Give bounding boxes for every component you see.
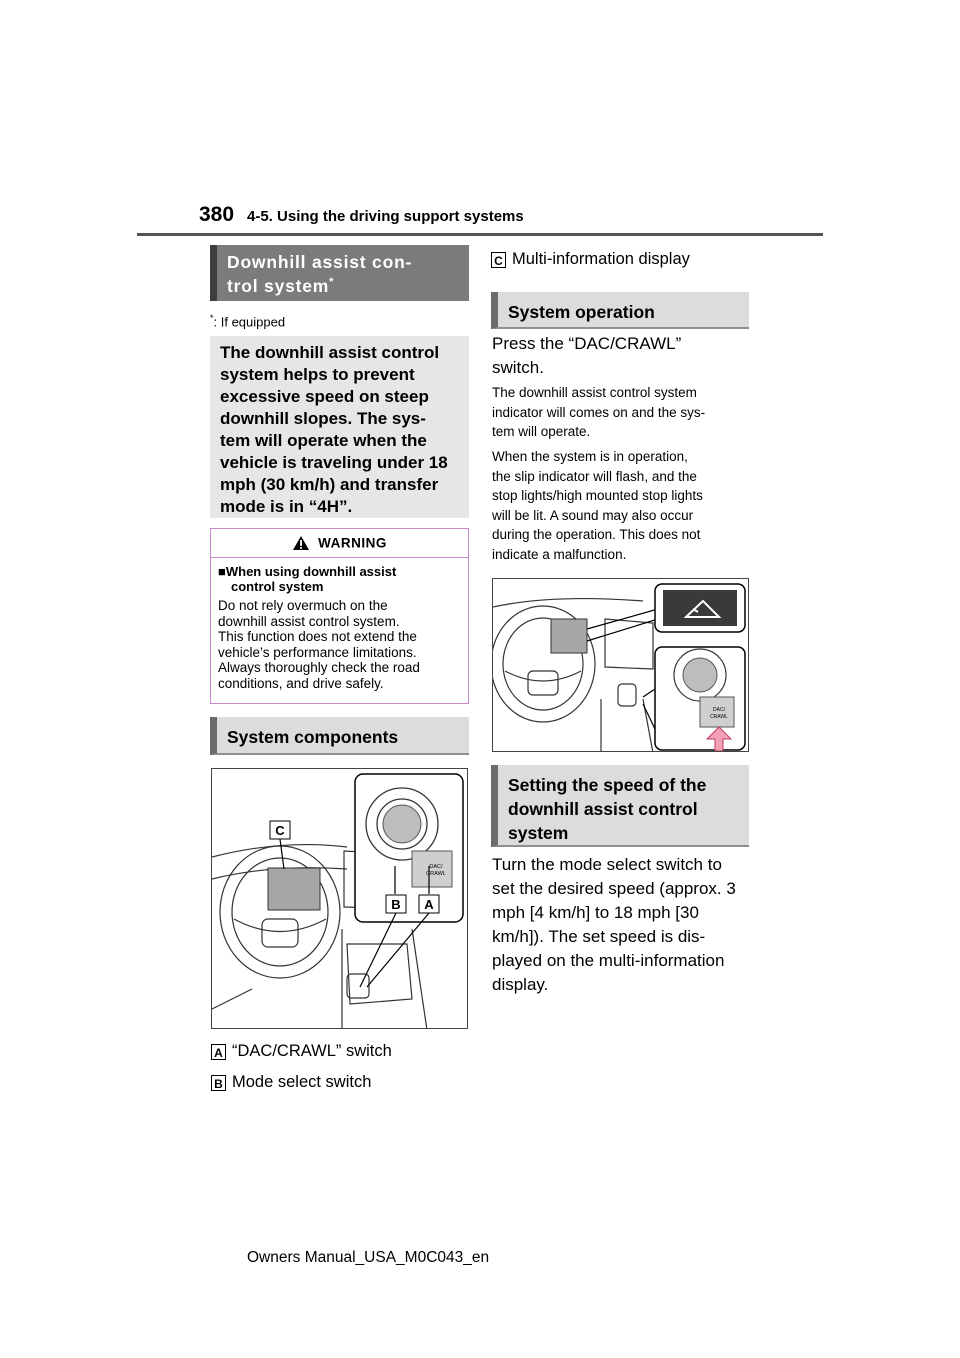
operation-illustration (492, 578, 749, 752)
svg-text:DAC/: DAC/ (713, 707, 725, 713)
legend-text: Multi-information display (512, 250, 690, 268)
intro-line: vehicle is traveling under 18 (220, 453, 448, 472)
note-line: The downhill assist control system (492, 385, 697, 400)
operation-note-1 (492, 383, 705, 442)
components-illustration (211, 768, 468, 1029)
section-heading-speed (491, 765, 749, 847)
warning-body-line: conditions, and drive safely. (218, 675, 384, 691)
badge-c: C (491, 252, 506, 268)
legend-item-a (211, 1040, 392, 1062)
note-line: When the system is in operation, (492, 449, 688, 464)
label-c: C (275, 823, 285, 838)
warning-label: WARNING (318, 535, 387, 551)
intro-line: downhill slopes. The sys- (220, 409, 426, 428)
note-line: indicator will comes on and the sys- (492, 404, 706, 420)
note-line: tem will operate. (492, 424, 591, 439)
speed-title-line: downhill assist control (508, 799, 698, 819)
warning-body (211, 594, 468, 691)
intro-line: system helps to prevent (220, 365, 415, 384)
warning-title-line: control system (231, 579, 324, 594)
warning-body-line: vehicle’s performance limitations. (218, 644, 417, 660)
note-line: will be lit. A sound may also occur (492, 507, 694, 523)
warning-body-line: This function does not extend the (218, 629, 417, 644)
legend-text: Mode select switch (232, 1073, 372, 1091)
section-heading-downhill (210, 245, 469, 301)
svg-text:CRAWL: CRAWL (426, 871, 446, 877)
press-line: Press the “DAC/CRAWL” (492, 334, 682, 353)
speed-line: played on the multi-information (492, 951, 725, 970)
legend-text: “DAC/CRAWL” switch (232, 1042, 392, 1060)
dashboard-drawing (212, 769, 468, 1029)
label-a: A (424, 897, 434, 912)
speed-line: Turn the mode select switch to (492, 855, 722, 874)
footnote-star: * (210, 313, 214, 323)
components-title: System components (227, 727, 399, 747)
warning-title (211, 558, 468, 594)
label-b: B (391, 897, 401, 912)
section-title: 4-5. Using the driving support systems (247, 208, 524, 225)
warning-box (210, 528, 469, 704)
note-line: the slip indicator will flash, and the (492, 468, 697, 484)
badge-b: B (211, 1075, 226, 1091)
note-line: stop lights/high mounted stop lights (492, 488, 703, 503)
legend-item-c (491, 248, 690, 270)
svg-text:CRAWL: CRAWL (710, 714, 728, 720)
note-line: indicate a malfunction. (492, 546, 627, 562)
press-instruction (492, 332, 681, 380)
warning-body-line: Always thoroughly check the road (218, 660, 420, 675)
footnote (210, 313, 285, 329)
footnote-text: : If equipped (213, 314, 286, 330)
legend-item-b (211, 1071, 371, 1093)
intro-line: excessive speed on steep (220, 387, 429, 406)
badge-a: A (211, 1044, 226, 1060)
heading-line-2: trol system* (227, 275, 335, 296)
warning-triangle-icon (292, 535, 310, 551)
intro-line: mph (30 km/h) and transfer (220, 475, 439, 494)
operation-drawing (493, 579, 749, 752)
note-line: during the operation. This does not (492, 527, 701, 542)
operation-title: System operation (508, 302, 655, 322)
svg-text:DAC/: DAC/ (429, 864, 443, 870)
warning-header (211, 529, 468, 558)
header-rule (137, 233, 823, 236)
speed-line: km/h]). The set speed is dis- (492, 927, 706, 946)
speed-title-line: Setting the speed of the (508, 775, 707, 795)
intro-line: tem will operate when the (220, 431, 427, 450)
intro-box (210, 336, 469, 518)
operation-note-2 (492, 447, 703, 564)
warning-body-line: downhill assist control system. (218, 613, 400, 629)
press-line: switch. (492, 358, 544, 377)
intro-line: The downhill assist control (220, 343, 440, 362)
section-heading-operation (491, 292, 749, 329)
intro-line: mode is in “4H”. (220, 497, 353, 516)
speed-line: mph [4 km/h] to 18 mph [30 (492, 903, 699, 922)
section-heading-components (210, 717, 469, 755)
page-number: 380 (199, 203, 235, 226)
warning-body-line: Do not rely overmuch on the (218, 598, 388, 613)
heading-line-1: Downhill assist con- (227, 252, 413, 272)
footer-text: Owners Manual_USA_M0C043_en (247, 1249, 490, 1266)
warning-title-line: ■When using downhill assist (218, 564, 397, 579)
speed-instruction (492, 853, 736, 997)
speed-title-line: system (508, 823, 569, 843)
footnote-marker: * (329, 276, 335, 288)
speed-line: set the desired speed (approx. 3 (492, 879, 736, 898)
speed-line: display. (492, 975, 549, 994)
